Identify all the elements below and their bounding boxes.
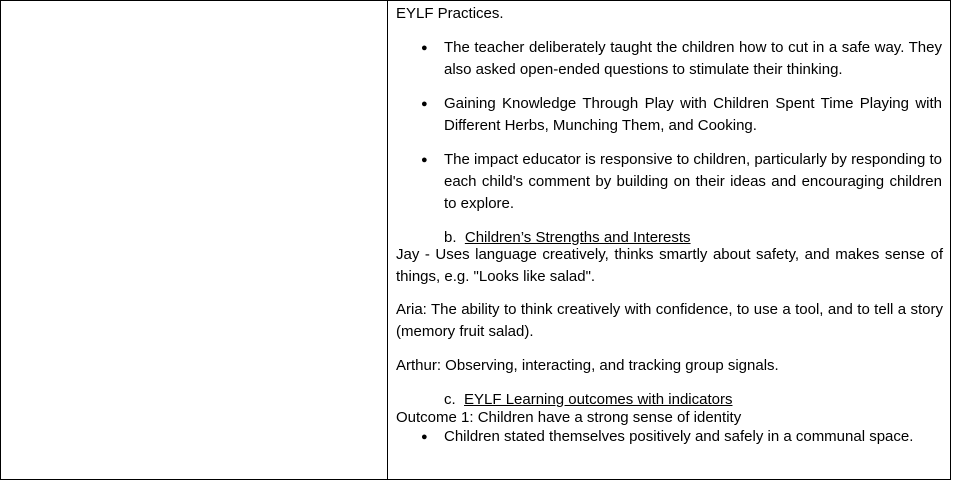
practices-heading: EYLF Practices. [396,5,504,22]
bullet-icon: ● [421,98,428,110]
practice-item-3: The impact educator is responsive to children, particularly by responding to each child's comment by building on their ideas and encouraging children to explore. [444,151,942,212]
strength-aria: Aria: The ability to think creatively with confidence, to use a tool, and to tell a story (memory fruit salad). [396,301,943,340]
section-b-letter: b. [444,229,457,246]
section-c-title: EYLF Learning outcomes with indicators [464,391,733,408]
strength-jay: Jay - Uses language creatively, thinks smartly about safety, and makes sense of things, e.g. "Looks like salad". [396,246,943,285]
outcome-1-heading: Outcome 1: Children have a strong sense of identity [396,409,742,426]
section-c-letter: c. [444,391,456,408]
practice-item-2: Gaining Knowledge Through Play with Children Spent Time Playing with Different Herbs, Munching Them, and Cooking. [444,95,942,134]
strength-arthur: Arthur: Observing, interacting, and tracking group signals. [396,357,779,374]
bullet-icon: ● [421,154,428,166]
bullet-icon: ● [421,42,428,54]
practice-item-1: The teacher deliberately taught the children how to cut in a safe way. They also asked open-ended questions to stimulate their thinking. [444,39,942,78]
outcome-1-item-1: Children stated themselves positively and safely in a communal space. [444,428,914,445]
section-b-title: Children’s Strengths and Interests [464,229,691,246]
bullet-icon: ● [421,431,428,443]
right-column-cell [389,1,950,479]
left-column-cell [1,1,388,479]
